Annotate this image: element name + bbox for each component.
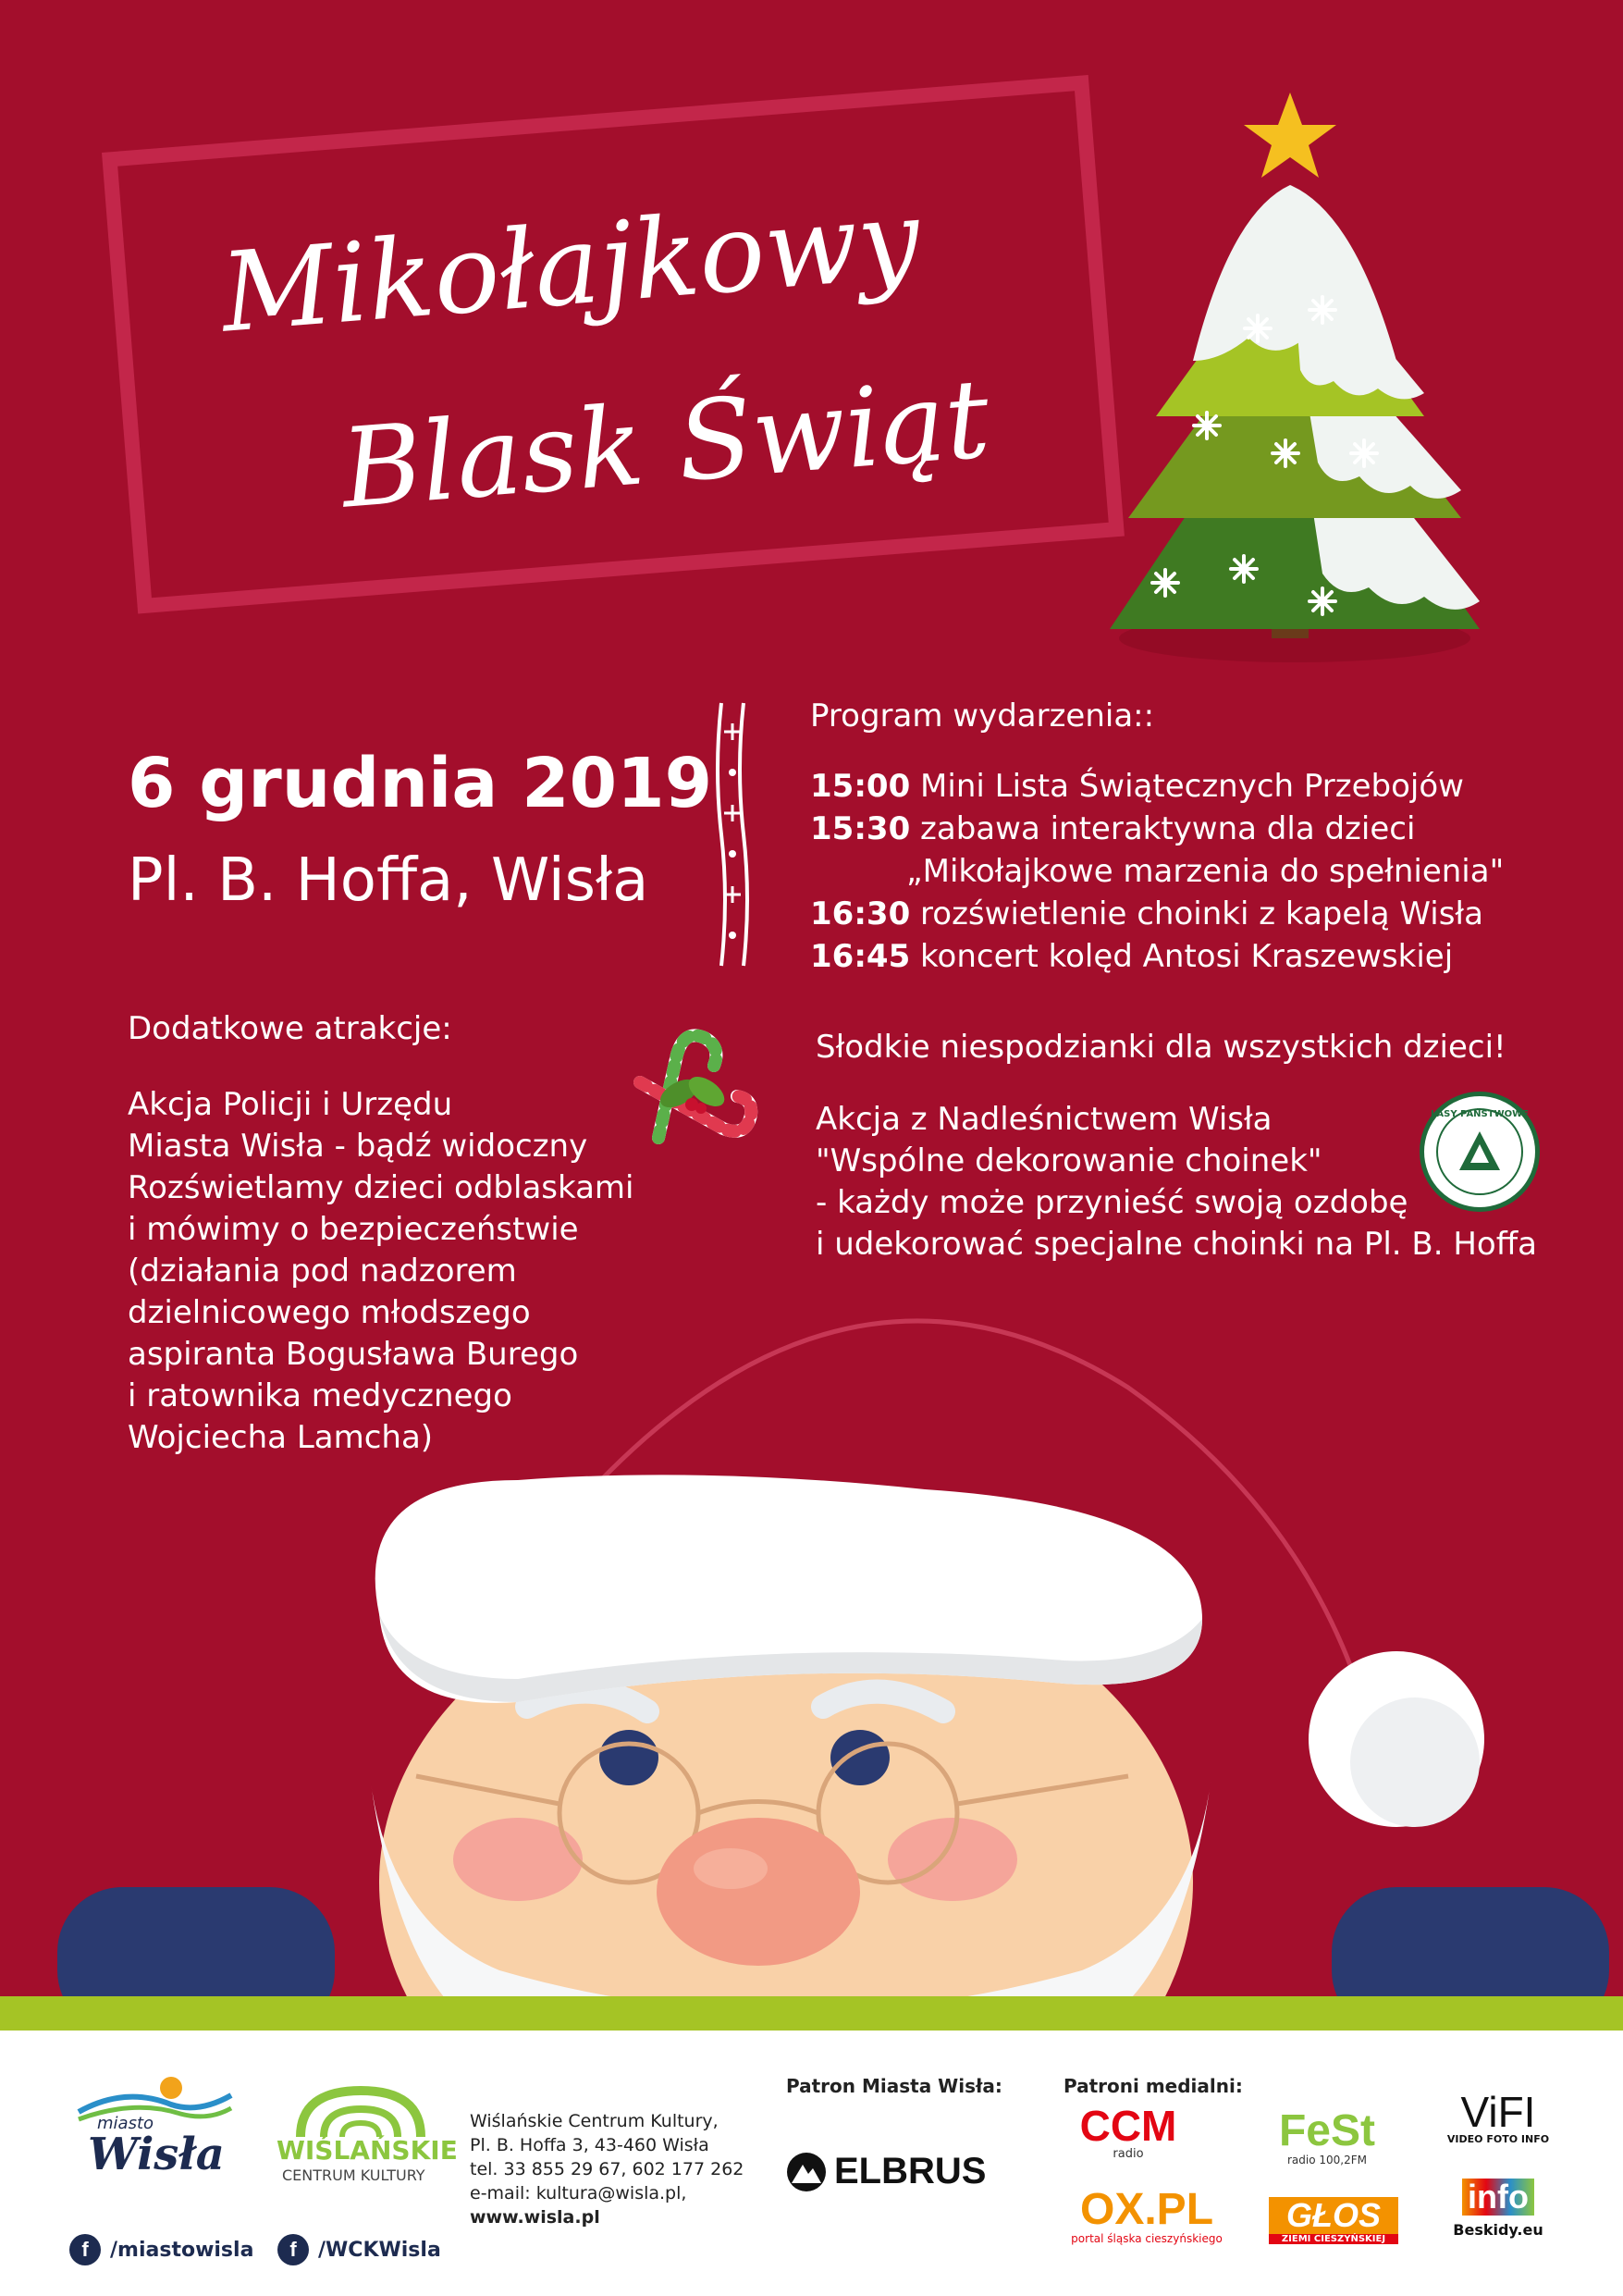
forest-action-line: - każdy może przynieść swoją ozdobę: [816, 1184, 1408, 1221]
city-logo-small: miasto: [97, 2114, 154, 2133]
footer-green-bar: [0, 1996, 1623, 2035]
elbrus-logo: [786, 2151, 986, 2192]
oxpl-name: OX.PL: [1079, 2185, 1214, 2234]
extras-heading: Dodatkowe atrakcje:: [128, 1010, 452, 1047]
title-line-1: Mikołajkowy: [216, 174, 925, 357]
program-text: Mini Lista Świątecznych Przebojów: [920, 768, 1464, 805]
facebook-wck-link[interactable]: [277, 2234, 441, 2265]
wck-arch-icon: [273, 2081, 449, 2137]
forest-action-line: "Wspólne dekorowanie choinek": [816, 1142, 1322, 1179]
glos-logo: [1269, 2197, 1398, 2244]
facebook-icon: f: [277, 2234, 309, 2265]
city-logo-big: Wisła: [88, 2129, 225, 2180]
extras-line: Miasta Wisła - bądź widoczny: [128, 1128, 588, 1165]
oxpl-logo: [1064, 2185, 1230, 2245]
extras-line: Rozświetlamy dzieci odblaskami: [128, 1169, 634, 1206]
program-item: [810, 766, 1464, 807]
program-item: [810, 936, 1453, 977]
ccm-logo: [1064, 2102, 1193, 2161]
address-line: tel. 33 855 29 67, 602 177 262: [470, 2159, 744, 2179]
info-name: info: [1462, 2179, 1534, 2216]
vifi-name: ViFI: [1460, 2088, 1536, 2136]
media-heading: Patroni medialni:: [1064, 2075, 1243, 2097]
city-logo: [69, 2068, 236, 2179]
oxpl-sub: portal śląska cieszyńskiego: [1071, 2232, 1223, 2245]
title-line-2: Blask Świąt: [337, 353, 994, 533]
extras-line: i ratownika medycznego: [128, 1377, 512, 1414]
address-line: e-mail: kultura@wisla.pl,: [470, 2183, 687, 2203]
facebook-city-handle: /miastowisla: [110, 2238, 254, 2262]
santa-claus-illustration: [0, 1295, 1623, 2031]
forest-action-line: Akcja z Nadleśnictwem Wisła: [816, 1101, 1273, 1138]
program-heading: Program wydarzenia::: [810, 697, 1155, 734]
candy-cane-icon: [621, 1018, 760, 1147]
program-text: koncert kolęd Antosi Kraszewskiej: [920, 938, 1454, 975]
info-beskidy-logo: [1447, 2179, 1549, 2239]
elbrus-name: ELBRUS: [834, 2151, 987, 2191]
extras-line: Wojciecha Lamcha): [128, 1419, 434, 1456]
footer: [0, 2031, 1623, 2296]
glos-name: GŁOS: [1269, 2197, 1398, 2234]
program-time: 16:30: [810, 895, 911, 932]
facebook-wck-handle: /WCKWisla: [318, 2238, 441, 2262]
extras-line: dzielnicowego młodszego: [128, 1294, 531, 1331]
ornament-divider-icon: [705, 696, 760, 973]
program-item-continuation: „Mikołajkowe marzenia do spełnienia": [906, 853, 1505, 890]
forest-badge-label: LASY PAŃSTWOWE: [1431, 1109, 1529, 1119]
wck-logo-big: WIŚLAŃSKIE: [277, 2135, 458, 2166]
address-line: Pl. B. Hoffa 3, 43-460 Wisła: [470, 2135, 709, 2155]
wck-logo: [273, 2081, 458, 2184]
fest-sub: radio 100,2FM: [1286, 2154, 1367, 2166]
patron-heading: Patron Miasta Wisła:: [786, 2075, 1002, 2097]
address-line: Wiślańskie Centrum Kultury,: [470, 2111, 719, 2131]
glos-sub: ZIEMI CIESZYŃSKIEJ: [1269, 2234, 1398, 2244]
vifi-logo: [1438, 2088, 1558, 2145]
wck-logo-small: CENTRUM KULTURY: [282, 2166, 425, 2184]
address-block: [470, 2109, 744, 2229]
mountain-icon: [786, 2152, 827, 2192]
christmas-tree-icon: [1091, 83, 1480, 675]
ccm-name: CCM: [1079, 2102, 1177, 2150]
program-item: [810, 894, 1483, 934]
program-time: 15:30: [810, 810, 911, 847]
vifi-sub: VIDEO FOTO INFO: [1446, 2133, 1550, 2145]
forest-action-line: i udekorować specjalne choinki na Pl. B. Hoffa: [816, 1226, 1537, 1263]
facebook-city-link[interactable]: [69, 2234, 253, 2265]
program-text: rozświetlenie choinki z kapelą Wisła: [920, 895, 1483, 932]
website-link[interactable]: www.wisla.pl: [470, 2207, 600, 2228]
program-time: 16:45: [810, 938, 911, 975]
fest-name: FeSt: [1278, 2106, 1375, 2155]
program-time: 15:00: [810, 768, 911, 805]
event-date: 6 grudnia 2019: [128, 744, 713, 823]
extras-line: (działania pod nadzorem: [128, 1253, 517, 1290]
info-sub: Beskidy.eu: [1453, 2220, 1543, 2239]
ccm-sub: radio: [1113, 2147, 1144, 2161]
program-item: [810, 809, 1415, 849]
fest-logo: [1258, 2106, 1396, 2166]
lasy-panstwowe-badge: [1420, 1092, 1540, 1212]
event-place: Pl. B. Hoffa, Wisła: [128, 846, 649, 915]
extras-line: Akcja Policji i Urzędu: [128, 1086, 453, 1123]
program-text: zabawa interaktywna dla dzieci: [920, 810, 1416, 847]
extras-line: i mówimy o bezpieczeństwie: [128, 1211, 579, 1248]
extras-line: aspiranta Bogusława Burego: [128, 1336, 579, 1373]
sweets-text: Słodkie niespodzianki dla wszystkich dzieci!: [816, 1029, 1506, 1066]
facebook-icon: f: [69, 2234, 101, 2265]
